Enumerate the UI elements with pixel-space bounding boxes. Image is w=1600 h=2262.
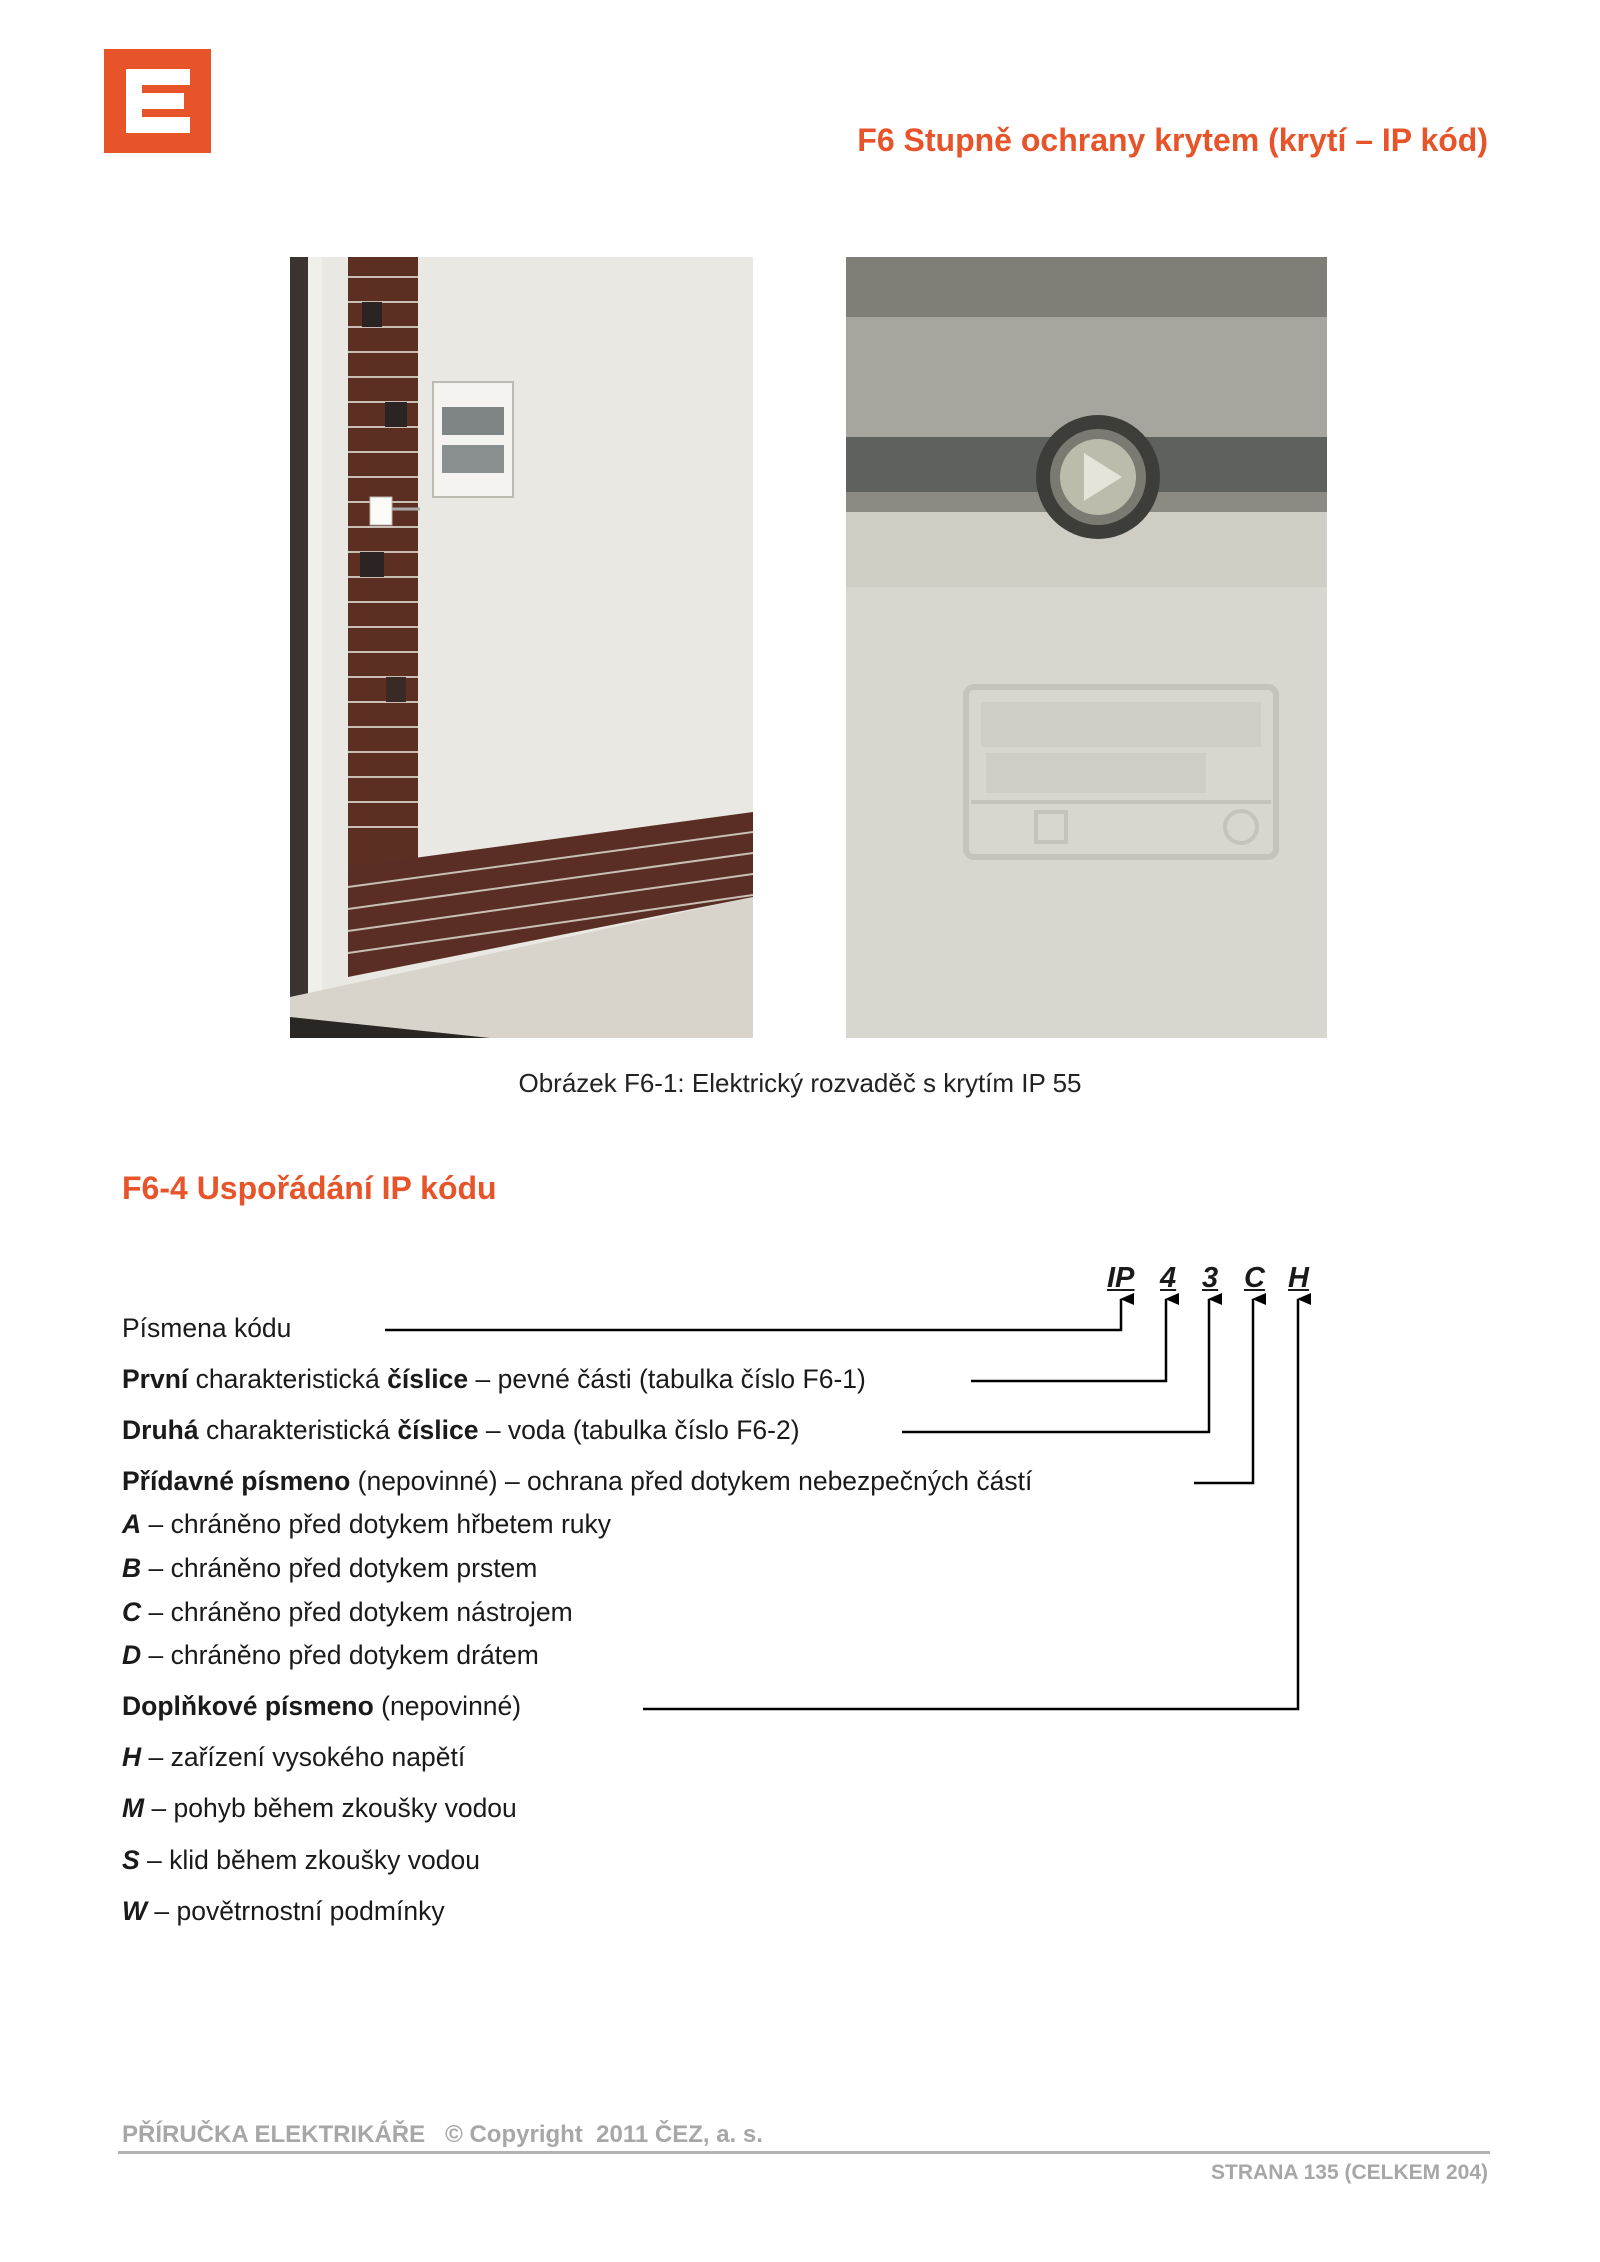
supplementary-item: M – pohyb během zkoušky vodou (122, 1793, 517, 1823)
footer-divider (118, 2151, 1490, 2154)
ip-code-additional-letter: C (1244, 1262, 1265, 1294)
code-letters-label: Písmena kódu (122, 1313, 292, 1343)
second-digit-label: Druhá charakteristická číslice – voda (tabulka číslo F6-2) (122, 1415, 800, 1445)
distribution-board-on-wall-photo (290, 257, 753, 1038)
footer-page-number: STRANA 135 (CELKEM 204) (1211, 2161, 1488, 2184)
section-title: F6-4 Uspořádání IP kódu (122, 1170, 497, 1206)
supplementary-item: S – klid během zkoušky vodou (122, 1845, 480, 1875)
ip-code-supplementary-letter: H (1288, 1262, 1309, 1294)
first-digit-label: První charakteristická číslice – pevné části (tabulka číslo F6-1) (122, 1364, 866, 1394)
additional-item: D – chráněno před dotykem drátem (122, 1640, 539, 1670)
footer-copyright: PŘÍRUČKA ELEKTRIKÁŘE © Copyright 2011 ČEZ, a. s. (122, 2121, 763, 2148)
additional-item: A – chráněno před dotykem hřbetem ruky (122, 1509, 612, 1539)
cez-logo (104, 49, 211, 153)
additional-item: B – chráněno před dotykem prstem (122, 1553, 538, 1583)
additional-letter-label: Přídavné písmeno (nepovinné) – ochrana před dotykem nebezpečných částí (122, 1466, 1033, 1496)
ip-code-second-digit: 3 (1202, 1262, 1219, 1294)
page-title: F6 Stupně ochrany krytem (krytí – IP kód) (857, 122, 1488, 158)
supplementary-item: H – zařízení vysokého napětí (122, 1742, 466, 1772)
ip55-label-closeup-photo (846, 257, 1327, 1038)
ip-code-letters: IP (1107, 1262, 1135, 1294)
additional-item: C – chráněno před dotykem nástrojem (122, 1597, 573, 1627)
supplementary-item: W – povětrnostní podmínky (122, 1896, 445, 1926)
ip-code-first-digit: 4 (1160, 1262, 1177, 1294)
figure-caption: Obrázek F6-1: Elektrický rozvaděč s krytím IP 55 (518, 1068, 1082, 1098)
supplementary-letter-label: Doplňkové písmeno (nepovinné) (122, 1691, 522, 1721)
